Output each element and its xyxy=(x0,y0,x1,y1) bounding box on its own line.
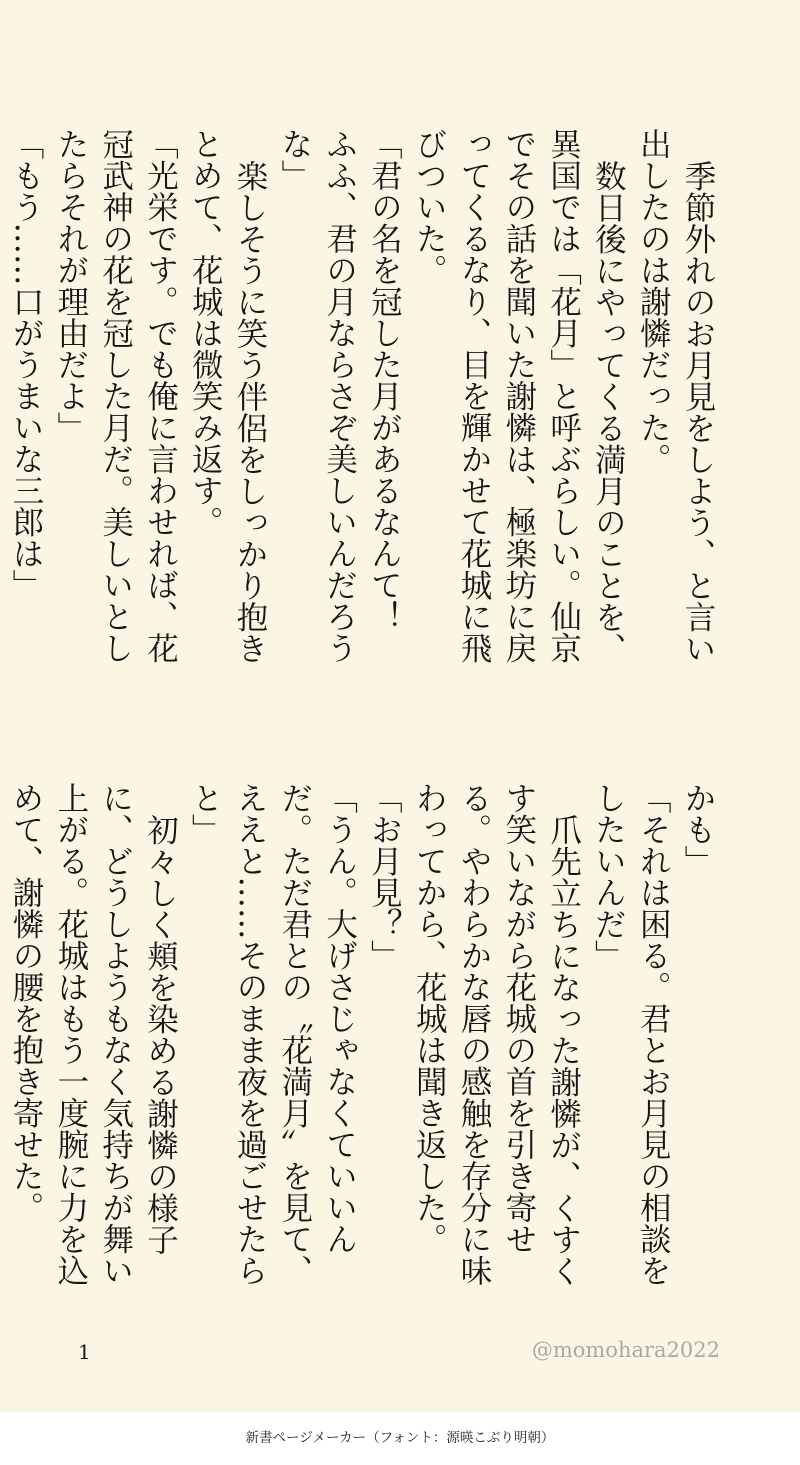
paragraph: 数日後にやってくる満月のことを、異国では「花月」と呼ぶらしい。仙京でその話を聞いた謝憐は、極楽坊に戻ってくるなり、目を輝かせて花城に飛びついた。 xyxy=(411,128,627,664)
dialogue-line: 「君の名を冠した月があるなんて！ ふふ、君の月ならさぞ美しいんだろうな」 xyxy=(276,128,403,664)
text-block-top xyxy=(8,128,720,688)
text-block-bottom xyxy=(8,782,720,1302)
dialogue-line: 「うん。大げさじゃなくていいんだ。ただ君との〝花満月〟を見て、ええと……そのまま夜を過ごせたらと」 xyxy=(187,782,358,1286)
dialogue-line: 「もう……口がうまいな三郎は」 xyxy=(8,128,45,601)
generator-footer: 新書ページメーカー（フォント：源暎こぶり明朝） xyxy=(0,1412,800,1465)
paragraph: 季節外れのお月見をしよう、と言い出したのは謝憐だった。 xyxy=(635,128,716,664)
dialogue-line xyxy=(0,128,3,688)
author-credit: @momohara2022 xyxy=(531,1338,720,1362)
page-number: 1 xyxy=(78,1340,91,1364)
paragraph: 初々しく頬を染める謝憐の様子に、どうしようもなく気持ちが舞い上がる。花城はもう一度腕に力を込めて、謝憐の腰を抱き寄せた。 xyxy=(8,782,179,1286)
dialogue-line: 「それは困る。君とお月見の相談をしたいんだ」 xyxy=(590,782,672,1286)
paragraph: 楽しそうに笑う伴侶をしっかり抱きとめて、花城は微笑み返す。 xyxy=(187,128,269,664)
paragraph xyxy=(0,782,3,1302)
dialogue-line: かも」 xyxy=(680,782,716,877)
dialogue-line: 「光栄です。でも俺に言わせれば、花冠武神の花を冠した月だ。美しいとしたらそれが理由だよ」 xyxy=(52,128,179,664)
dialogue-line: 「お月見？」 xyxy=(366,782,403,971)
paragraph: 爪先立ちになった謝憐が、くすくす笑いながら花城の首を引き寄せる。やわらかな唇の感触を存分に味わってから、花城は聞き返した。 xyxy=(411,782,582,1286)
